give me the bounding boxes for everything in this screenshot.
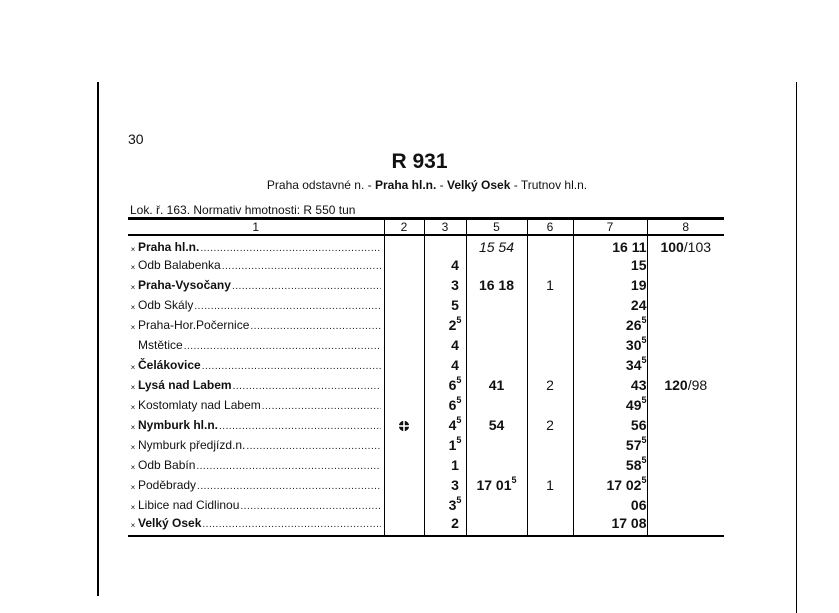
table-row bbox=[128, 255, 724, 275]
stop-duration-cell bbox=[527, 235, 573, 255]
station-name: Kostomlaty nad Labem bbox=[138, 398, 261, 412]
column-header-2: 2 bbox=[384, 219, 424, 236]
run-time-cell bbox=[424, 395, 466, 415]
leader-dots bbox=[246, 441, 380, 452]
run-time-value bbox=[439, 377, 462, 393]
speed-cell bbox=[647, 355, 724, 375]
departure-time: 17 08 bbox=[611, 515, 647, 531]
arrival-time: 17 01 bbox=[476, 477, 512, 493]
run-time-value bbox=[441, 337, 459, 353]
route-segment: Velký Osek bbox=[447, 178, 511, 192]
speed-cell bbox=[647, 295, 724, 315]
departure-cell bbox=[573, 435, 647, 455]
stop-duration-cell bbox=[527, 295, 573, 315]
run-time-cell bbox=[424, 295, 466, 315]
speed-cell bbox=[647, 255, 724, 275]
departure-time: 15 bbox=[630, 257, 647, 273]
run-time-value bbox=[441, 257, 459, 273]
station-cell bbox=[128, 395, 384, 415]
station-cell bbox=[128, 295, 384, 315]
run-time-half: 5 bbox=[456, 375, 462, 385]
table-row bbox=[128, 515, 724, 536]
departure-time: 57 bbox=[625, 437, 642, 453]
station-wrap bbox=[128, 418, 384, 432]
departure-cell bbox=[573, 475, 647, 495]
run-time-value bbox=[439, 397, 462, 413]
arrival-time: 54 bbox=[488, 417, 505, 433]
station-name: Nymburk hl.n. bbox=[138, 418, 219, 432]
leader-dots bbox=[196, 461, 380, 472]
run-time: 5 bbox=[451, 297, 459, 313]
station-cell bbox=[128, 495, 384, 515]
leader-dots bbox=[219, 421, 380, 432]
run-time: 4 bbox=[451, 337, 459, 353]
station-name: Odb Babín bbox=[138, 458, 196, 472]
run-time-value bbox=[441, 515, 459, 531]
station-name: Praha-Hor.Počernice bbox=[138, 318, 250, 332]
stop-duration-cell: 1 bbox=[527, 275, 573, 295]
stop-marker: × bbox=[130, 283, 136, 292]
stop-marker: × bbox=[130, 403, 136, 412]
run-time-cell bbox=[424, 415, 466, 435]
departure-cell bbox=[573, 455, 647, 475]
table-row bbox=[128, 375, 724, 395]
leader-dots bbox=[202, 519, 380, 530]
speed-cell bbox=[647, 415, 724, 435]
stop-marker: × bbox=[130, 463, 136, 472]
departure-half: 5 bbox=[641, 355, 647, 365]
table-row bbox=[128, 455, 724, 475]
station-wrap bbox=[128, 318, 384, 332]
run-time-cell bbox=[424, 475, 466, 495]
route-line bbox=[0, 178, 839, 192]
station-name: Praha hl.n. bbox=[138, 240, 200, 254]
run-time-half: 5 bbox=[456, 495, 462, 505]
speed-rest: /103 bbox=[683, 239, 712, 255]
leader-dots bbox=[194, 301, 380, 312]
station-cell bbox=[128, 335, 384, 355]
departure-cell bbox=[573, 395, 647, 415]
run-time-cell bbox=[424, 515, 466, 536]
symbol-cell bbox=[384, 495, 424, 515]
departure-half: 5 bbox=[641, 395, 647, 405]
route-segment: - bbox=[436, 178, 447, 192]
station-name: Mstětice bbox=[138, 338, 183, 352]
station-name: Libice nad Cidlinou bbox=[138, 498, 240, 512]
symbol-cell bbox=[384, 335, 424, 355]
departure-cell bbox=[573, 235, 647, 255]
stop-marker: × bbox=[130, 503, 136, 512]
station-cell bbox=[128, 275, 384, 295]
departure-cell bbox=[573, 375, 647, 395]
run-time: 1 bbox=[448, 437, 457, 453]
departure-time: 06 bbox=[630, 497, 647, 513]
station-wrap bbox=[128, 398, 384, 412]
run-time: 2 bbox=[448, 317, 457, 333]
table-row bbox=[128, 335, 724, 355]
leader-dots bbox=[233, 381, 381, 392]
departure-half: 5 bbox=[641, 335, 647, 345]
station-wrap bbox=[128, 258, 384, 272]
station-wrap bbox=[128, 278, 384, 292]
stop-marker: × bbox=[130, 323, 136, 332]
station-wrap bbox=[128, 240, 384, 254]
station-name: Odb Skály bbox=[138, 298, 194, 312]
stop-duration-cell bbox=[527, 495, 573, 515]
leader-dots bbox=[200, 243, 380, 254]
column-header-1: 1 bbox=[128, 219, 384, 236]
symbol-cell bbox=[384, 295, 424, 315]
run-time: 2 bbox=[451, 515, 459, 531]
column-header-7: 7 bbox=[573, 219, 647, 236]
run-time: 4 bbox=[451, 257, 459, 273]
arrival-cell bbox=[466, 515, 527, 536]
speed-cell bbox=[647, 335, 724, 355]
speed-main: 100 bbox=[660, 239, 684, 255]
symbol-cell bbox=[384, 315, 424, 335]
arrival-cell bbox=[466, 415, 527, 435]
symbol-cell bbox=[384, 435, 424, 455]
run-time-value bbox=[439, 317, 462, 333]
station-cell bbox=[128, 355, 384, 375]
station-name: Praha-Vysočany bbox=[138, 278, 231, 292]
stop-marker: × bbox=[130, 423, 136, 432]
run-time-value bbox=[441, 297, 459, 313]
stop-marker: × bbox=[130, 383, 136, 392]
run-time-half: 5 bbox=[456, 315, 462, 325]
run-time: 3 bbox=[451, 277, 459, 293]
arrival-half: 5 bbox=[511, 475, 517, 485]
route-segment: - Trutnov hl.n. bbox=[510, 178, 588, 192]
run-time-cell bbox=[424, 435, 466, 455]
symbol-cell bbox=[384, 455, 424, 475]
departure-time: 24 bbox=[630, 297, 647, 313]
run-time-cell bbox=[424, 275, 466, 295]
symbol-cell bbox=[384, 415, 424, 435]
page-number: 30 bbox=[128, 131, 144, 147]
symbol-cell bbox=[384, 375, 424, 395]
stop-marker: × bbox=[130, 483, 136, 492]
station-cell bbox=[128, 455, 384, 475]
column-header-8: 8 bbox=[647, 219, 724, 236]
station-wrap bbox=[128, 516, 384, 530]
stop-duration-cell bbox=[527, 435, 573, 455]
departure-cell bbox=[573, 335, 647, 355]
leader-dots bbox=[250, 321, 380, 332]
run-time-value bbox=[439, 417, 462, 433]
table-row bbox=[128, 495, 724, 515]
arrival-time: 41 bbox=[488, 377, 505, 393]
timetable-header-row bbox=[128, 219, 724, 236]
stop-duration-cell: 2 bbox=[527, 375, 573, 395]
station-name: Čelákovice bbox=[138, 358, 201, 372]
table-row bbox=[128, 355, 724, 375]
departure-time: 56 bbox=[630, 417, 647, 433]
route-segment: Praha hl.n. bbox=[374, 178, 437, 192]
leader-dots bbox=[184, 341, 381, 352]
run-time-value bbox=[439, 497, 462, 513]
arrival-cell bbox=[466, 275, 527, 295]
run-time: 1 bbox=[451, 457, 459, 473]
departure-cell bbox=[573, 255, 647, 275]
run-time-half: 5 bbox=[456, 415, 462, 425]
train-title: R 931 bbox=[391, 150, 448, 173]
run-time-cell bbox=[424, 255, 466, 275]
symbol-cell bbox=[384, 395, 424, 415]
station-cell bbox=[128, 415, 384, 435]
station-wrap bbox=[128, 438, 384, 452]
speed-main: 120 bbox=[664, 377, 688, 393]
run-time-cell bbox=[424, 375, 466, 395]
table-row bbox=[128, 295, 724, 315]
stop-marker: × bbox=[130, 521, 136, 530]
departure-time: 17 02 bbox=[606, 477, 642, 493]
column-header-6: 6 bbox=[527, 219, 573, 236]
run-time: 4 bbox=[448, 417, 457, 433]
station-cell bbox=[128, 435, 384, 455]
station-cell bbox=[128, 235, 384, 255]
stop-duration-cell bbox=[527, 455, 573, 475]
station-name: Poděbrady bbox=[138, 478, 197, 492]
speed-cell bbox=[647, 515, 724, 536]
run-time-cell bbox=[424, 495, 466, 515]
stop-duration-cell bbox=[527, 395, 573, 415]
station-cell bbox=[128, 315, 384, 335]
station-wrap bbox=[128, 298, 384, 312]
departure-half: 5 bbox=[641, 435, 647, 445]
leader-dots bbox=[222, 261, 381, 272]
stop-marker: × bbox=[130, 363, 136, 372]
locomotive-note: Lok. ř. 163. Normativ hmotnosti: R 550 tun bbox=[130, 203, 356, 217]
arrival-cell bbox=[466, 435, 527, 455]
route-segment: Praha odstavné n. bbox=[266, 178, 365, 192]
leader-dots bbox=[240, 501, 380, 512]
station-cell bbox=[128, 375, 384, 395]
run-time: 6 bbox=[448, 397, 457, 413]
run-time-cell bbox=[424, 335, 466, 355]
station-wrap bbox=[128, 338, 384, 352]
stop-duration-cell bbox=[527, 255, 573, 275]
station-cell bbox=[128, 515, 384, 536]
speed-cell bbox=[647, 315, 724, 335]
run-time: 6 bbox=[448, 377, 457, 393]
arrival-cell bbox=[466, 355, 527, 375]
station-wrap bbox=[128, 458, 384, 472]
arrival-time: 16 18 bbox=[478, 277, 515, 293]
station-wrap bbox=[128, 498, 384, 512]
speed-cell bbox=[647, 235, 724, 255]
speed-cell bbox=[647, 455, 724, 475]
departure-cell bbox=[573, 495, 647, 515]
arrival-cell bbox=[466, 475, 527, 495]
arrival-cell bbox=[466, 335, 527, 355]
arrival-cell bbox=[466, 235, 527, 255]
arrival-cell bbox=[466, 255, 527, 275]
table-row bbox=[128, 435, 724, 455]
speed-cell bbox=[647, 475, 724, 495]
arrival-cell bbox=[466, 455, 527, 475]
arrival-cell bbox=[466, 295, 527, 315]
departure-time: 49 bbox=[625, 397, 642, 413]
station-name: Velký Osek bbox=[138, 516, 202, 530]
departure-cell bbox=[573, 295, 647, 315]
stop-duration-cell bbox=[527, 315, 573, 335]
departure-time: 19 bbox=[630, 277, 647, 293]
run-time: 3 bbox=[451, 477, 459, 493]
symbol-cell bbox=[384, 355, 424, 375]
departure-time: 34 bbox=[625, 357, 642, 373]
run-time-cell bbox=[424, 355, 466, 375]
table-row bbox=[128, 275, 724, 295]
circle-cross-icon bbox=[398, 420, 410, 432]
run-time-value bbox=[441, 277, 459, 293]
station-name: Lysá nad Labem bbox=[138, 378, 232, 392]
route-segment: - bbox=[364, 178, 375, 192]
table-row bbox=[128, 395, 724, 415]
station-wrap bbox=[128, 378, 384, 392]
station-cell bbox=[128, 255, 384, 275]
table-row bbox=[128, 235, 724, 255]
run-time-value bbox=[441, 477, 459, 493]
table-row bbox=[128, 475, 724, 495]
speed-cell bbox=[647, 495, 724, 515]
stop-duration-cell bbox=[527, 515, 573, 536]
station-name: Odb Balabenka bbox=[138, 258, 221, 272]
run-time: 3 bbox=[448, 497, 457, 513]
column-header-3: 3 bbox=[424, 219, 466, 236]
stop-marker: × bbox=[130, 245, 136, 254]
symbol-cell bbox=[384, 235, 424, 255]
run-time-value bbox=[441, 357, 459, 373]
leader-dots bbox=[197, 481, 380, 492]
stop-duration-cell bbox=[527, 335, 573, 355]
stop-duration-cell bbox=[527, 355, 573, 375]
symbol-cell bbox=[384, 255, 424, 275]
speed-cell bbox=[647, 275, 724, 295]
departure-cell bbox=[573, 515, 647, 536]
speed-cell bbox=[647, 375, 724, 395]
departure-cell bbox=[573, 315, 647, 335]
timetable-body bbox=[128, 235, 724, 536]
run-time-half: 5 bbox=[456, 435, 462, 445]
speed-rest: /98 bbox=[687, 377, 708, 393]
symbol-cell bbox=[384, 515, 424, 536]
leader-dots bbox=[232, 281, 381, 292]
arrival-cell bbox=[466, 315, 527, 335]
run-time-value bbox=[441, 457, 459, 473]
leader-dots bbox=[202, 361, 381, 372]
departure-time: 58 bbox=[625, 457, 642, 473]
departure-cell bbox=[573, 275, 647, 295]
run-time: 4 bbox=[451, 357, 459, 373]
run-time-cell bbox=[424, 315, 466, 335]
station-wrap bbox=[128, 478, 384, 492]
stop-marker: × bbox=[130, 303, 136, 312]
departure-half: 5 bbox=[641, 315, 647, 325]
run-time-value bbox=[445, 239, 455, 255]
arrival-cell bbox=[466, 495, 527, 515]
stop-marker: × bbox=[130, 263, 136, 272]
timetable bbox=[128, 217, 724, 537]
run-time-half: 5 bbox=[456, 395, 462, 405]
departure-cell bbox=[573, 355, 647, 375]
symbol-cell bbox=[384, 475, 424, 495]
stop-marker: × bbox=[130, 443, 136, 452]
run-time-cell bbox=[424, 235, 466, 255]
stop-duration-cell: 2 bbox=[527, 415, 573, 435]
leader-dots bbox=[262, 401, 381, 412]
column-header-5: 5 bbox=[466, 219, 527, 236]
stop-duration-cell: 1 bbox=[527, 475, 573, 495]
run-time-cell bbox=[424, 455, 466, 475]
arrival-time: 15 54 bbox=[478, 239, 515, 255]
departure-time: 30 bbox=[625, 337, 642, 353]
arrival-cell bbox=[466, 375, 527, 395]
departure-half: 5 bbox=[641, 455, 647, 465]
table-row bbox=[128, 315, 724, 335]
departure-time: 43 bbox=[630, 377, 647, 393]
symbol-cell bbox=[384, 275, 424, 295]
departure-time: 26 bbox=[625, 317, 642, 333]
arrival-cell bbox=[466, 395, 527, 415]
departure-half: 5 bbox=[641, 475, 647, 485]
run-time-value bbox=[439, 437, 462, 453]
departure-time: 16 11 bbox=[612, 239, 647, 255]
station-name: Nymburk předjízd.n. bbox=[138, 438, 246, 452]
station-cell bbox=[128, 475, 384, 495]
station-wrap bbox=[128, 358, 384, 372]
departure-cell bbox=[573, 415, 647, 435]
speed-cell bbox=[647, 395, 724, 415]
table-row bbox=[128, 415, 724, 435]
speed-cell bbox=[647, 435, 724, 455]
